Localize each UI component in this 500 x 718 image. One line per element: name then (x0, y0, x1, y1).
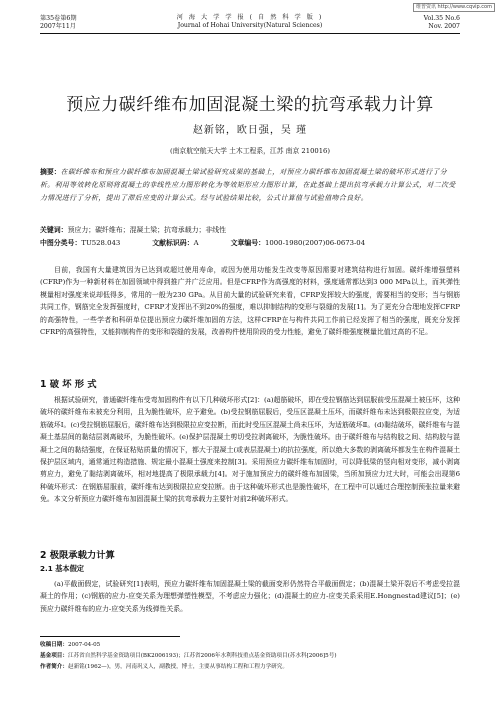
author-label: 作者简介： (40, 664, 68, 670)
running-header (40, 11, 460, 34)
source-watermark: 维普资讯 http://www.cqvip.com (413, 3, 495, 12)
doc-label: 文献标识码： (152, 239, 194, 247)
abstract-label: 摘要： (40, 168, 61, 176)
footnote-author (40, 662, 460, 673)
section21-paragraph: (a)平截面假定，试验研究[1]表明，预应力碳纤维布加固混凝土梁的截面变形仍然符合平截面假定；(b)混凝土梁开裂后不考虑受拉混凝土的作用；(c)钢筋的应力-应变关系为理想弹塑性模型，不考虑应力强化；(d)混凝土的应力-应变关系采用E.Hongnestad建议[5]；(e)预应力碳纤维布的应力-应变关系为线弹性关系。 (40, 580, 460, 613)
affiliation: (南京航空航天大学 土木工程系，江苏 南京 210016) (169, 147, 331, 155)
art-label: 文章编号： (230, 239, 266, 247)
keywords-label: 关键词： (40, 226, 68, 234)
author-value: 赵新铭(1962—)，男，河南巩义人，副教授，博士，主要从事结构工程和工程力学研究。 (67, 664, 288, 670)
keywords-text: 预应力；碳纤维布；混凝土梁；抗弯承载力；非线性 (67, 226, 227, 234)
journal-name-en: Journal of Hohai University(Natural Sciences) (177, 22, 323, 29)
header-right (424, 15, 460, 31)
footnote-rule (40, 636, 180, 637)
section-heading-1: 1 破 坏 形 式 (40, 379, 97, 390)
volume-en: Vol.35 No.6 (423, 15, 460, 22)
clc-label: 中图分类号： (40, 239, 82, 247)
received-value: 2007-04-05 (67, 642, 101, 648)
subsection-heading-2-1: 2.1 基本假定 (40, 564, 84, 573)
keywords (40, 224, 460, 237)
date-en: Nov. 2007 (428, 23, 460, 30)
header-center (40, 14, 460, 30)
footnote-fund (40, 651, 460, 662)
volume-cn: 第35卷第6期 (40, 15, 77, 22)
clc-value: TU528.043 (81, 239, 121, 247)
article-number (231, 237, 366, 250)
fund-label: 基金项目： (40, 653, 68, 659)
art-value: 1000-1980(2007)06-0673-04 (265, 239, 366, 247)
abstract-text: 在碳纤维布和预应力碳纤维布加固混凝土梁试验研究成果的基础上，对预应力碳纤维布加固混凝土梁的破坏形式进行了分析。利用等效转化原则将混凝土的非线性应力图形转化为等效矩形应力图形计算，在此基础上提出抗弯承载力计算公式，对二次受力情况进行了分析，提出了滞后应变的计算公式。经与试验结果比较，公式计算值与试验值吻合良好。 (40, 168, 456, 202)
journal-name-cn: 河 海 大 学 学 报 ( 自 然 科 学 版 ) (176, 14, 324, 21)
classification-line (40, 237, 460, 250)
section1-paragraph: 根据试验研究，普通碳纤维布受弯加固构件有以下几种破坏形式[2]：(a)超筋破坏，即在受拉钢筋达到屈服前受压混凝土被压坏，这种破坏的碳纤维布未被充分利用，且为脆性破坏，应予避免。(b)受拉钢筋屈服后，受压区混凝土压坏，而碳纤维布未达到极限拉应变，为适筋破坏Ⅰ。(c)受拉钢筋屈服后，碳纤维布达到极限拉应变拉断，而此时受压区混凝土尚未压坏，为适筋破坏Ⅱ。(d)黏结破坏，碳纤维布与混凝土基层间的黏结层剥离破坏，为脆性破坏。(e)保护层混凝土剪切受拉剥离破坏，为脆性破坏。由于碳纤维布与结构胶之间、结构胶与混凝土之间的黏结强度，在保证粘贴质量的情况下，都大于混凝土(或表层混凝土)的抗拉强度，所以绝大多数的剥离破坏都发生在构件混凝土保护层区域内，通常通过构造措施、规定最小混凝土强度来控制[3]。采用预应力碳纤维布加固时，可以降低梁的竖向相对变形，减小剥离剪应力，避免了黏结剥离破坏，相对地提高了极限承载力[4]。对于施加预应力的碳纤维布加固梁，当所加预应力过大时，可能会出现第6种破坏形式：在钢筋屈服前，碳纤维布达到极限拉应变拉断。由于这种破坏形式也是脆性破坏，在工程中可以通过合理控制预张拉量来避免。本文分析预应力碳纤维布加固混凝土梁的抗弯承载力主要针对前2种破坏形式。 (40, 396, 460, 504)
authors: 赵新铭，欧日强，吴 瑾 (192, 125, 308, 136)
footnote-received (40, 640, 460, 651)
date-cn: 2007年11月 (40, 23, 76, 30)
document-code (152, 237, 198, 250)
section-heading-2: 2 极限承载力计算 (40, 550, 115, 561)
fund-value: 江苏省自然科学基金资助项目(BK2006193)；江苏省2006年水利科技重点基金资助项目(苏水科[2006]5号) (67, 653, 337, 659)
doc-value: A (193, 239, 199, 247)
received-label: 收稿日期： (40, 642, 68, 648)
paper-title: 预应力碳纤维布加固混凝土梁的抗弯承载力计算 (66, 95, 434, 115)
clc-number (40, 237, 120, 250)
intro-paragraph: 目前，我国有大量建筑因为已达到或超过使用寿命，或因为使用功能发生改变等原因需要对建筑结构进行加固。碳纤维增强塑料(CFRP)作为一种新材料在加固领域中得到推广并广泛应用。但是CFRP作为高强度的材料，强度通常都达到3 000 MPa以上，而其弹性模量相对强度来说却低得多，常用的一般为230 GPa。从目前大量的试验研究来看，CFRP发挥较大的强度，需要相当的变形；当与钢筋共同工作，钢筋完全发挥强度时，CFRP才发挥出不到20%的强度，难以抑制结构的变形与裂缝的发展[1]。为了更充分合理地发挥CFRP的高强特性，一些学者和科研单位提出预应力碳纤维加固的方法，这样CFRP在与构件共同工作前已经发挥了相当的强度，既充分发挥CFRP的高强特性，又能抑制构件的变形和裂缝的发展，改善构件使用阶段的受力性能，避免了碳纤维强度模量比值过高的不足。 (40, 266, 460, 337)
abstract (40, 166, 460, 205)
